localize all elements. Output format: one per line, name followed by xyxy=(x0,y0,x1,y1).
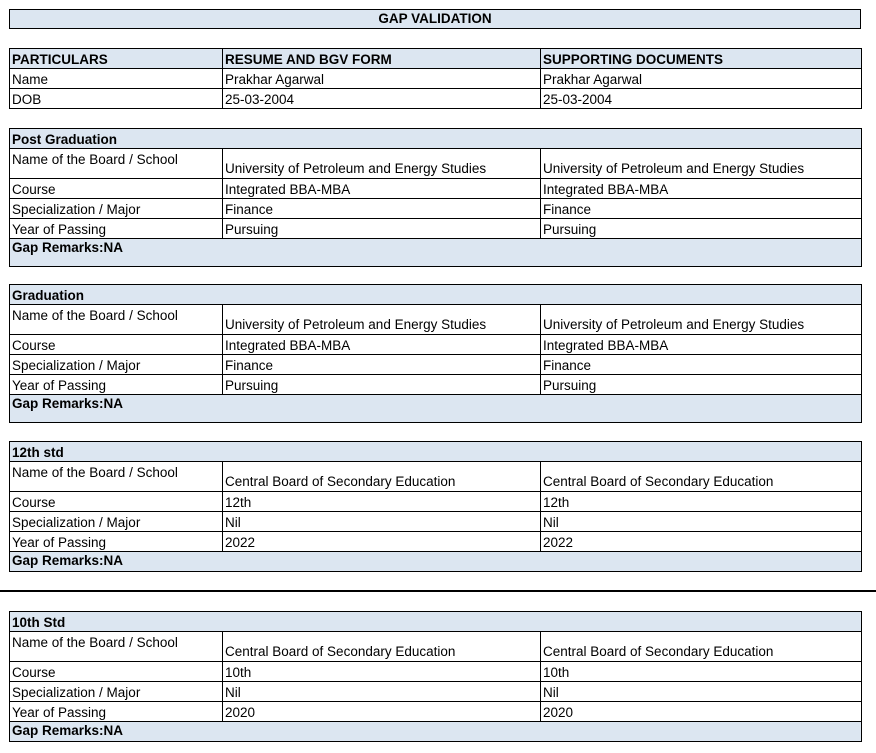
section-heading-row xyxy=(10,285,862,305)
table-row xyxy=(10,632,862,662)
docs-value: Integrated BBA-MBA xyxy=(541,335,862,355)
gap-remarks: Gap Remarks:NA xyxy=(10,722,862,742)
section-heading: Post Graduation xyxy=(10,129,862,149)
row-label: Specialization / Major xyxy=(10,355,223,375)
table-row xyxy=(10,199,862,219)
docs-value: Nil xyxy=(541,512,862,532)
header-row xyxy=(10,49,862,69)
docs-value: Central Board of Secondary Education xyxy=(541,632,862,662)
table-row xyxy=(10,219,862,239)
resume-value: University of Petroleum and Energy Studies xyxy=(223,149,541,179)
section-heading-row xyxy=(10,612,862,632)
docs-value: Finance xyxy=(541,355,862,375)
section-heading: Graduation xyxy=(10,285,862,305)
resume-value: Central Board of Secondary Education xyxy=(223,632,541,662)
docs-value: 25-03-2004 xyxy=(541,89,862,109)
docs-value: Pursuing xyxy=(541,375,862,395)
row-label: Name of the Board / School xyxy=(10,149,223,179)
row-label: Name of the Board / School xyxy=(10,632,223,662)
resume-value: Integrated BBA-MBA xyxy=(223,335,541,355)
resume-value: 2022 xyxy=(223,532,541,552)
table-row xyxy=(10,89,862,109)
education-section-table xyxy=(9,611,862,742)
docs-value: 10th xyxy=(541,662,862,682)
table-row xyxy=(10,69,862,89)
table-row xyxy=(10,179,862,199)
header-resume: RESUME AND BGV FORM xyxy=(223,49,541,69)
table-row xyxy=(10,355,862,375)
particulars-table xyxy=(9,48,862,109)
table-row xyxy=(10,662,862,682)
docs-value: Integrated BBA-MBA xyxy=(541,179,862,199)
resume-value: 25-03-2004 xyxy=(223,89,541,109)
docs-value: Finance xyxy=(541,199,862,219)
docs-value: Prakhar Agarwal xyxy=(541,69,862,89)
resume-value: Integrated BBA-MBA xyxy=(223,179,541,199)
table-row xyxy=(10,492,862,512)
row-label: Name of the Board / School xyxy=(10,462,223,492)
docs-value: Pursuing xyxy=(541,219,862,239)
table-row xyxy=(10,682,862,702)
section-heading-row xyxy=(10,442,862,462)
row-label: Course xyxy=(10,179,223,199)
row-label: Year of Passing xyxy=(10,219,223,239)
resume-value: Finance xyxy=(223,199,541,219)
divider-line xyxy=(0,590,876,592)
row-label: Course xyxy=(10,662,223,682)
gap-remarks: Gap Remarks:NA xyxy=(10,395,862,423)
docs-value: University of Petroleum and Energy Studies xyxy=(541,149,862,179)
page-title: GAP VALIDATION xyxy=(9,9,861,29)
header-particulars: PARTICULARS xyxy=(10,49,223,69)
resume-value: University of Petroleum and Energy Studies xyxy=(223,305,541,335)
gap-remarks: Gap Remarks:NA xyxy=(10,552,862,572)
gap-remarks-row xyxy=(10,722,862,742)
section-heading: 10th Std xyxy=(10,612,862,632)
gap-remarks: Gap Remarks:NA xyxy=(10,239,862,267)
resume-value: 12th xyxy=(223,492,541,512)
docs-value: 12th xyxy=(541,492,862,512)
table-row xyxy=(10,512,862,532)
row-label: Name of the Board / School xyxy=(10,305,223,335)
row-label: Name xyxy=(10,69,223,89)
table-row xyxy=(10,462,862,492)
education-section-table xyxy=(9,284,862,423)
gap-remarks-row xyxy=(10,395,862,423)
resume-value: 2020 xyxy=(223,702,541,722)
section-heading: 12th std xyxy=(10,442,862,462)
row-label: Year of Passing xyxy=(10,532,223,552)
resume-value: Prakhar Agarwal xyxy=(223,69,541,89)
row-label: Course xyxy=(10,335,223,355)
table-row xyxy=(10,375,862,395)
row-label: DOB xyxy=(10,89,223,109)
education-section-table xyxy=(9,128,862,267)
table-row xyxy=(10,532,862,552)
resume-value: 10th xyxy=(223,662,541,682)
gap-remarks-row xyxy=(10,552,862,572)
resume-value: Pursuing xyxy=(223,219,541,239)
row-label: Course xyxy=(10,492,223,512)
docs-value: 2022 xyxy=(541,532,862,552)
header-supporting-docs: SUPPORTING DOCUMENTS xyxy=(541,49,862,69)
row-label: Specialization / Major xyxy=(10,682,223,702)
resume-value: Central Board of Secondary Education xyxy=(223,462,541,492)
row-label: Year of Passing xyxy=(10,702,223,722)
table-row xyxy=(10,149,862,179)
education-section-table xyxy=(9,441,862,572)
docs-value: Nil xyxy=(541,682,862,702)
resume-value: Finance xyxy=(223,355,541,375)
row-label: Year of Passing xyxy=(10,375,223,395)
docs-value: University of Petroleum and Energy Studies xyxy=(541,305,862,335)
table-row xyxy=(10,335,862,355)
resume-value: Pursuing xyxy=(223,375,541,395)
section-heading-row xyxy=(10,129,862,149)
docs-value: 2020 xyxy=(541,702,862,722)
table-row xyxy=(10,305,862,335)
row-label: Specialization / Major xyxy=(10,199,223,219)
gap-remarks-row xyxy=(10,239,862,267)
resume-value: Nil xyxy=(223,512,541,532)
row-label: Specialization / Major xyxy=(10,512,223,532)
table-row xyxy=(10,702,862,722)
resume-value: Nil xyxy=(223,682,541,702)
docs-value: Central Board of Secondary Education xyxy=(541,462,862,492)
